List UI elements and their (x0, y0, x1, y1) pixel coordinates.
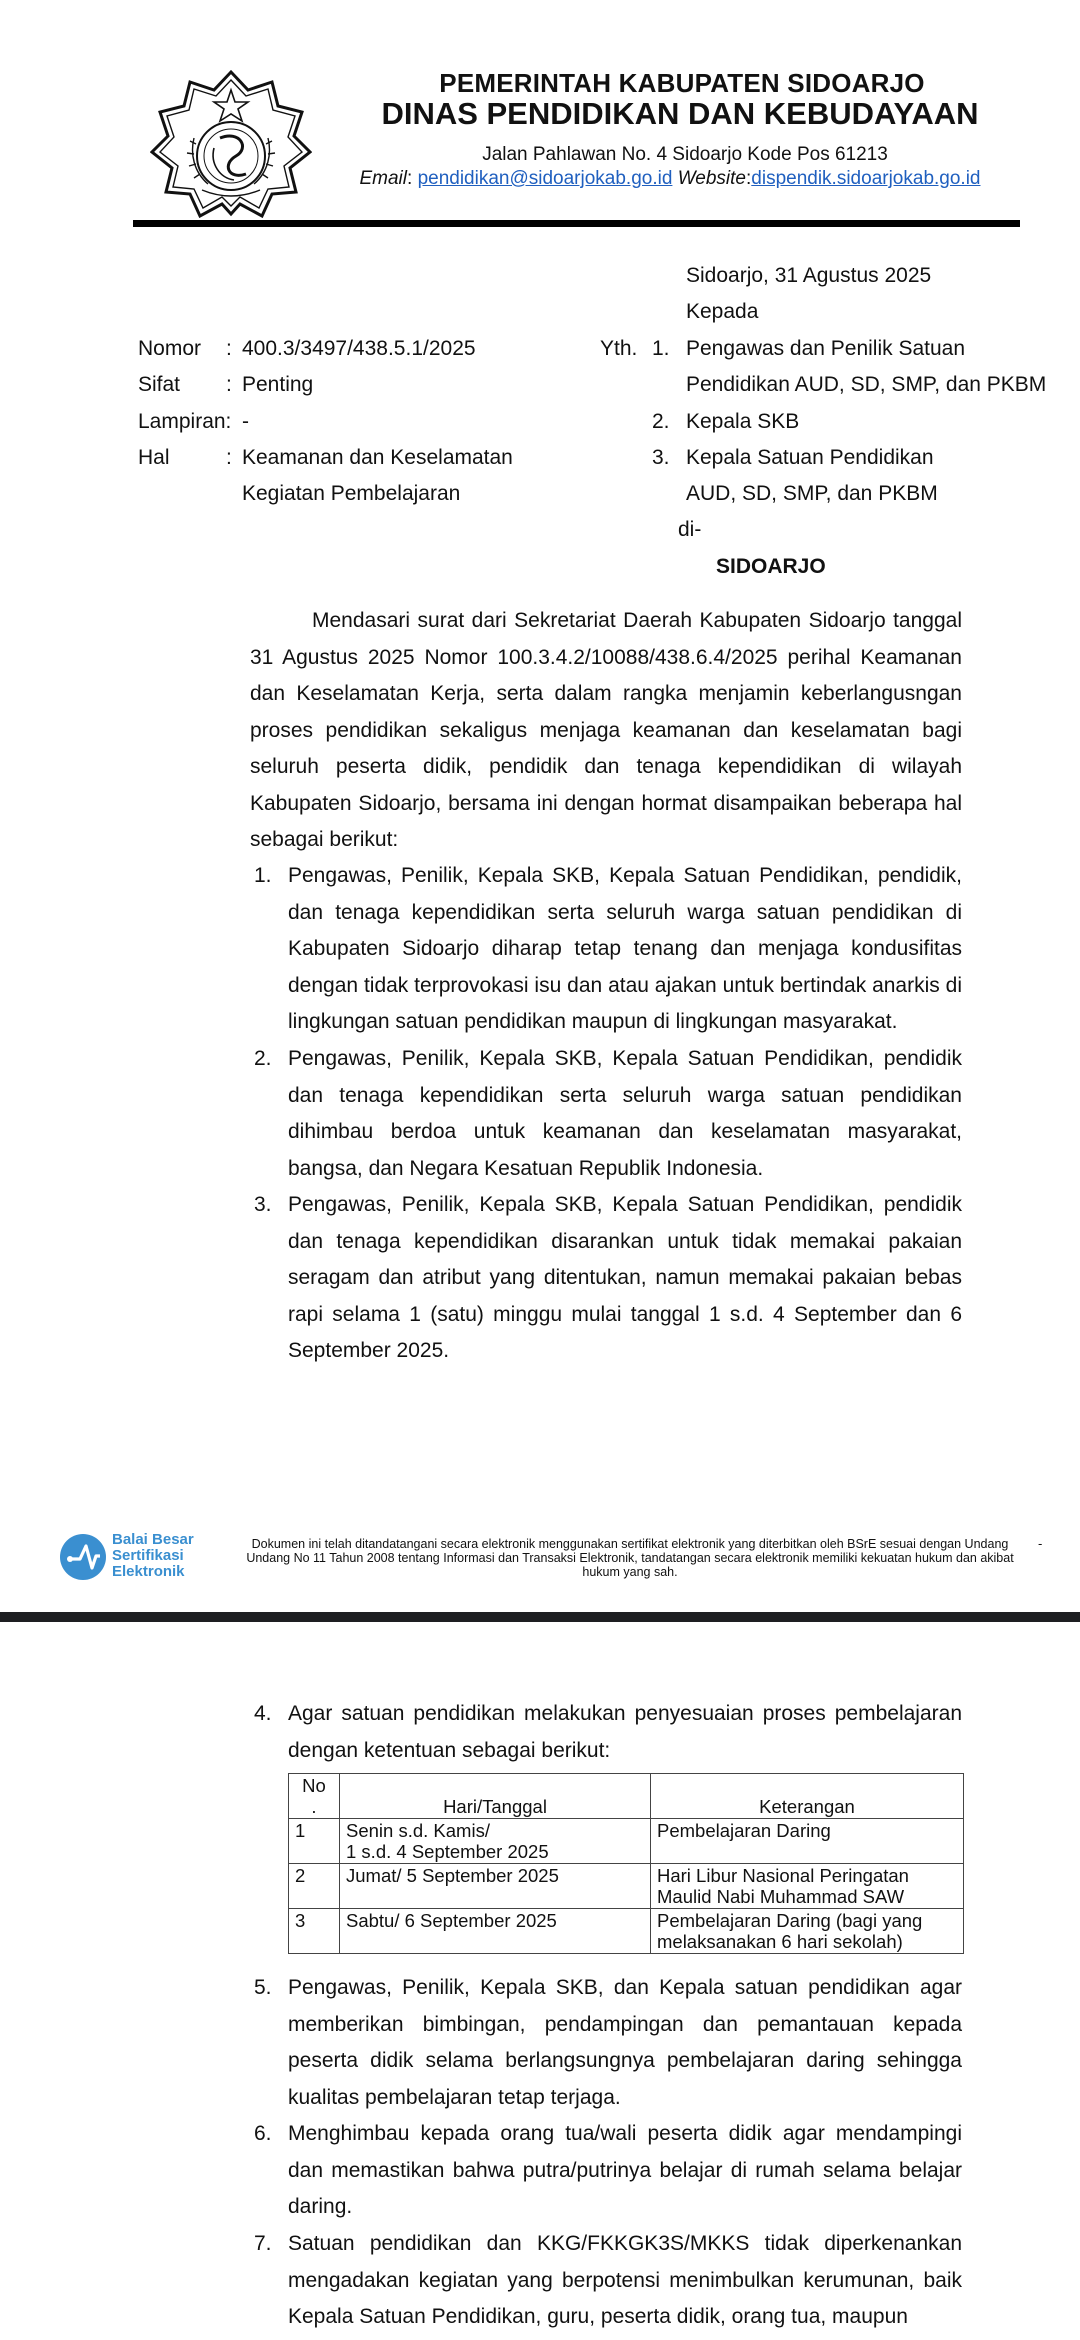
website-link[interactable]: dispendik.sidoarjokab.go.id (751, 168, 981, 189)
item-number: 3. (254, 1193, 272, 1216)
table-cell: 2 (289, 1864, 340, 1909)
meta-label: Lampiran: (138, 410, 232, 433)
city-label: SIDOARJO (716, 555, 826, 578)
meta-sep: : (226, 337, 232, 360)
bsre-name (112, 1532, 194, 1580)
recipient-line: Kepala SKB (686, 410, 800, 433)
bsre-line: Sertifikasi (112, 1547, 184, 1564)
recipient-line: Kepala Satuan Pendidikan (686, 446, 934, 469)
meta-label: Nomor (138, 337, 202, 360)
recipient-line: Pendidikan AUD, SD, SMP, dan PKBM (686, 373, 1047, 396)
meta-value: - (242, 410, 249, 433)
government-name: PEMERINTAH KABUPATEN SIDOARJO (439, 68, 925, 98)
yth-label: Yth. (600, 337, 638, 360)
recipient-number: 3. (652, 446, 670, 469)
table-cell: Pembelajaran Daring (651, 1819, 964, 1864)
email-link[interactable]: pendidikan@sidoarjokab.go.id (417, 168, 673, 189)
meta-sep: : (226, 373, 232, 396)
item-number: 4. (254, 1702, 272, 1725)
kepada-label: Kepada (686, 300, 759, 323)
page-divider (0, 1612, 1080, 1622)
table-cell: Hari Libur Nasional Peringatan Maulid Nabi Muhammad SAW (651, 1864, 964, 1909)
item-text: Pengawas, Penilik, Kepala SKB, Kepala Satuan Pendidikan, pendidik dan tenaga kependidikan disarankan untuk tidak memakai pakaian seragam dan atribut yang ditentukan, namun memakai pakaian bebas rapi selama 1 (satu) minggu mulai tanggal 1 s.d. 4 September dan 6 September 2025. (288, 1193, 962, 1362)
item-number: 6. (254, 2122, 272, 2145)
website-label: Website (677, 168, 746, 189)
table-row (289, 1864, 964, 1909)
table-cell: Jumat/ 5 September 2025 (340, 1864, 651, 1909)
meta-value: Penting (242, 373, 314, 396)
contact-line: Email: pendidikan@sidoarjokab.go.id Website:dispendik.sidoarjokab.go.id (359, 168, 981, 189)
bsre-line: Balai Besar (112, 1531, 194, 1548)
column-header: No . (289, 1774, 340, 1819)
meta-value: Kegiatan Pembelajaran (242, 482, 461, 505)
column-header: Hari/Tanggal (340, 1774, 651, 1819)
item-text: Agar satuan pendidikan melakukan penyesuaian proses pembelajaran dengan ketentuan sebagai berikut: (288, 1702, 962, 1762)
meta-sep: : (226, 446, 232, 469)
agency-address: Jalan Pahlawan No. 4 Sidoarjo Kode Pos 61213 (482, 144, 888, 165)
meta-value: Keamanan dan Keselamatan (242, 446, 513, 469)
email-label: Email (359, 168, 407, 189)
agency-name: DINAS PENDIDIKAN DAN KEBUDAYAAN (381, 96, 979, 131)
meta-label: Hal (138, 446, 170, 469)
item-number: 7. (254, 2232, 272, 2255)
item-number: 5. (254, 1976, 272, 1999)
recipient-line: Pengawas dan Penilik Satuan (686, 337, 966, 360)
sidoarjo-emblem-icon (150, 68, 312, 218)
table-row (289, 1819, 964, 1864)
item-text: Satuan pendidikan dan KKG/FKKGK3S/MKKS tidak diperkenankan mengadakan kegiatan yang berpotensi menimbulkan kerumunan, baik Kepala Satuan Pendidikan, guru, peserta didik, orang tua, maupun (288, 2232, 962, 2328)
intro-paragraph (250, 603, 962, 859)
item-text: Menghimbau kepada orang tua/wali peserta didik agar mendampingi dan memastikan bahwa putra/putrinya belajar di rumah selama belajar daring. (288, 2122, 962, 2218)
intro-text: Mendasari surat dari Sekretariat Daerah Kabupaten Sidoarjo tanggal 31 Agustus 2025 Nomor 100.3.4.2/10088/438.6.4/2025 perihal Keamanan dan Keselamatan Kerja, serta dalam rangka menjamin keberlangusngan proses pendidikan sekaligus menjaga keamanan dan keselamatan bagi seluruh peserta didik, pendidik dan tenaga kependidikan di wilayah Kabupaten Sidoarjo, bersama ini dengan hormat disampaikan beberapa hal sebagai berikut: (250, 609, 962, 851)
recipient-line: AUD, SD, SMP, dan PKBM (686, 482, 938, 505)
recipient-number: 2. (652, 410, 670, 433)
meta-label: Sifat (138, 373, 181, 396)
table-cell: Pembelajaran Daring (bagi yang melaksanakan 6 hari sekolah) (651, 1909, 964, 1954)
table-row (289, 1909, 964, 1954)
table-header-row (289, 1774, 964, 1819)
bsre-logo-icon (58, 1532, 108, 1582)
meta-value: 400.3/3497/438.5.1/2025 (242, 337, 476, 360)
table-cell: Sabtu/ 6 September 2025 (340, 1909, 651, 1954)
item-text: Pengawas, Penilik, Kepala SKB, Kepala Satuan Pendidikan, pendidik, dan tenaga kependidikan serta seluruh warga satuan pendidikan di Kabupaten Sidoarjo diharap tetap tenang dan menjaga kondusifitas dengan tidak terprovokasi isu dan atau ajakan untuk bertindak anarkis di lingkungan satuan pendidikan maupun di lingkungan masyarakat. (288, 864, 962, 1033)
esign-notice: Dokumen ini telah ditandatangani secara elektronik menggunakan sertifikat elektronik yang diterbitkan oleh BSrE sesuai dengan Undang Undang No 11 Tahun 2008 tentang Informasi dan Transaksi Elektronik, tandatangan secara elektronik memiliki kekuatan hukum dan akibat hukum yang sah. (246, 1537, 1014, 1579)
column-header: Keterangan (651, 1774, 964, 1819)
table-cell: 3 (289, 1909, 340, 1954)
bsre-line: Elektronik (112, 1563, 185, 1580)
footer-dash: - (1038, 1536, 1043, 1551)
item-number: 2. (254, 1047, 272, 1070)
recipient-number: 1. (652, 337, 670, 360)
item-text: Pengawas, Penilik, Kepala SKB, dan Kepala satuan pendidikan agar memberikan bimbingan, pendampingan dan pemantauan kepada peserta didik selama berlangsungnya pembelajaran daring sehingga kualitas pembelajaran tetap terjaga. (288, 1976, 962, 2109)
item-text: Pengawas, Penilik, Kepala SKB, Kepala Satuan Pendidikan, pendidik dan tenaga kependidikan serta seluruh warga satuan pendidikan dihimbau berdoa untuk keamanan dan keselamatan masyarakat, bangsa, dan Negara Kesatuan Republik Indonesia. (288, 1047, 962, 1180)
table-cell: Senin s.d. Kamis/ 1 s.d. 4 September 2025 (340, 1819, 651, 1864)
item-number: 1. (254, 864, 272, 887)
place-date: Sidoarjo, 31 Agustus 2025 (686, 264, 932, 287)
table-cell: 1 (289, 1819, 340, 1864)
schedule-table (288, 1773, 964, 1954)
di-label: di- (678, 518, 702, 541)
letterhead-rule (133, 220, 1020, 227)
